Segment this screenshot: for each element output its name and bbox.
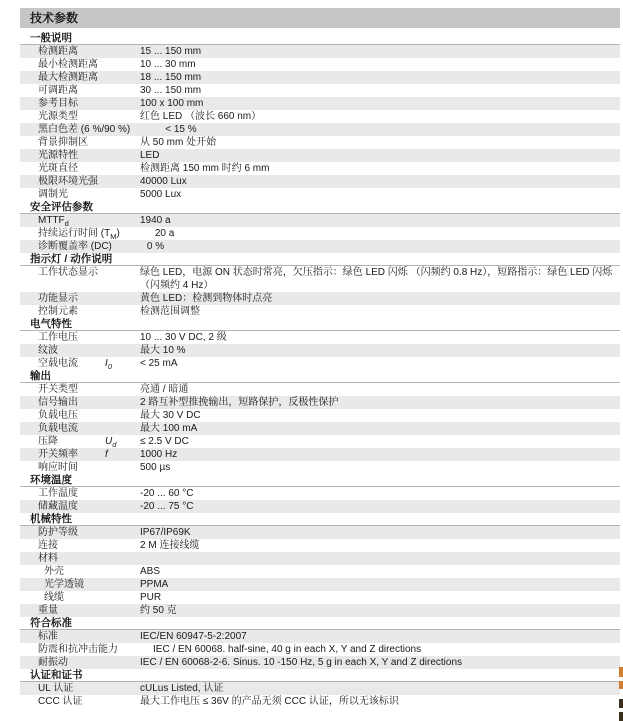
spec-value: cULus Listed, 认证: [140, 683, 224, 694]
spec-row: [20, 214, 620, 227]
spec-row: [20, 71, 620, 84]
spec-value: 1000 Hz: [140, 449, 178, 460]
spec-label: 极限环境光强: [38, 176, 98, 187]
edge-artifact-block: [619, 667, 623, 677]
spec-value: 5000 Lux: [140, 189, 182, 200]
spec-row: [20, 227, 620, 240]
section-header: 机械特性: [20, 513, 620, 526]
spec-value: 0 %: [146, 241, 165, 252]
spec-value: 最大 100 mA: [140, 423, 198, 434]
section-header: 安全评估参数: [20, 201, 620, 214]
spec-label: $MTTF_d$: [38, 215, 69, 228]
spec-value: 18 ... 150 mm: [140, 72, 202, 83]
spec-label: 线缆: [44, 592, 64, 603]
edge-artifact-block: [619, 699, 623, 708]
spec-value: ≤ 2.5 V DC: [140, 436, 189, 447]
spec-label: 光源特性: [38, 150, 78, 161]
spec-value: 40000 Lux: [140, 176, 187, 187]
spec-label: 压降: [38, 436, 58, 447]
spec-value: ABS: [140, 566, 161, 577]
spec-value: 黄色 LED：检测到物体时点亮: [140, 293, 273, 304]
spec-row: [20, 331, 620, 344]
edge-artifact-block: [619, 681, 623, 689]
spec-label: 调制光: [38, 189, 68, 200]
spec-row: [20, 643, 620, 656]
spec-label: 外壳: [44, 566, 64, 577]
spec-row: [20, 240, 620, 253]
spec-row: [20, 188, 620, 201]
spec-row: [20, 539, 620, 552]
section-header: 一般说明: [20, 32, 620, 45]
spec-value: 10 ... 30 V DC, 2 级: [140, 332, 227, 343]
spec-label: 光斑直径: [38, 163, 78, 174]
spec-row: [20, 552, 620, 565]
spec-label: 持续运行时间 $(T_M)$: [38, 228, 120, 241]
spec-value: PPMA: [140, 579, 169, 590]
spec-row: [20, 487, 620, 500]
spec-label: 光源类型: [38, 111, 78, 122]
spec-value: 30 ... 150 mm: [140, 85, 202, 96]
spec-row: [20, 110, 620, 123]
spec-row: [20, 305, 620, 318]
spec-table: [20, 32, 620, 708]
spec-value: < 15 %: [165, 124, 197, 135]
spec-row: [20, 695, 620, 708]
spec-value: IEC / EN 60068-2-6. Sinus. 10 -150 Hz, 5 g in each X, Y and Z directions: [140, 657, 463, 668]
spec-value: -20 ... 75 °C: [140, 501, 194, 512]
spec-row: [20, 175, 620, 188]
spec-value: IEC / EN 60068. half-sine, 40 g in each X, Y and Z directions: [153, 644, 422, 655]
spec-label: 信号输出: [38, 397, 78, 408]
spec-row: [20, 500, 620, 513]
datasheet-page: [20, 8, 620, 708]
section-header: 指示灯 / 动作说明: [20, 253, 620, 266]
spec-label: 储藏温度: [38, 501, 78, 512]
spec-symbol: $U_d$: [105, 436, 117, 449]
spec-value: 从 50 mm 处开始: [140, 137, 217, 148]
spec-label: 材料: [38, 553, 58, 564]
spec-row: [20, 591, 620, 604]
spec-label: 工作状态显示: [38, 267, 98, 278]
spec-row: [20, 58, 620, 71]
spec-value: PUR: [140, 592, 162, 603]
spec-row: [20, 409, 620, 422]
spec-row: [20, 422, 620, 435]
spec-row: [20, 383, 620, 396]
spec-label: 工作电压: [38, 332, 78, 343]
spec-label: 标准: [38, 631, 58, 642]
spec-value: 500 µs: [140, 462, 171, 473]
spec-value: 2 M 连接线缆: [140, 540, 200, 551]
spec-value: 1940 a: [140, 215, 171, 226]
spec-row: [20, 526, 620, 539]
section-header: 电气特性: [20, 318, 620, 331]
spec-label: 最大检测距离: [38, 72, 98, 83]
spec-value: 2 路互补型推挽输出，短路保护，反极性保护: [140, 397, 339, 408]
spec-label: 检测距离: [38, 46, 78, 57]
spec-row: [20, 396, 620, 409]
spec-row: [20, 682, 620, 695]
spec-row: [20, 435, 620, 448]
spec-value: 最大 10 %: [140, 345, 186, 356]
spec-value: 亮通 / 暗通: [140, 384, 189, 395]
spec-value: 10 ... 30 mm: [140, 59, 196, 70]
spec-row: [20, 162, 620, 175]
spec-label: 诊断覆盖率 (DC): [38, 241, 112, 252]
spec-value: IP67/IP69K: [140, 527, 191, 538]
spec-label: 负载电压: [38, 410, 78, 421]
spec-symbol: $I_0$: [105, 358, 112, 371]
spec-row: [20, 266, 620, 292]
spec-label: 耐振动: [38, 657, 68, 668]
spec-label: 功能显示: [38, 293, 78, 304]
spec-row: [20, 630, 620, 643]
spec-value: -20 ... 60 °C: [140, 488, 194, 499]
spec-label: 连接: [38, 540, 58, 551]
spec-row: [20, 448, 620, 461]
spec-symbol: f: [105, 449, 108, 460]
spec-label: 防护等级: [38, 527, 78, 538]
section-header: 环境温度: [20, 474, 620, 487]
section-header: 认证和证书: [20, 669, 620, 682]
spec-label: 防震和抗冲击能力: [38, 644, 118, 655]
spec-value: 约 50 克: [140, 605, 177, 616]
spec-value: < 25 mA: [140, 358, 178, 369]
spec-row: [20, 123, 620, 136]
spec-value: 红色 LED （波长 660 nm）: [140, 111, 262, 122]
spec-row: [20, 565, 620, 578]
spec-row: [20, 344, 620, 357]
spec-label: 响应时间: [38, 462, 78, 473]
spec-value: 15 ... 150 mm: [140, 46, 202, 57]
edge-artifact-block: [619, 712, 623, 721]
spec-label: UL 认证: [38, 683, 74, 694]
section-header: 输出: [20, 370, 620, 383]
spec-value: IEC/EN 60947-5-2:2007: [140, 631, 247, 642]
spec-label: 背景抑制区: [38, 137, 88, 148]
spec-label: 工作温度: [38, 488, 78, 499]
spec-label: 黑白色差 (6 %/90 %): [38, 124, 131, 135]
spec-row: [20, 292, 620, 305]
spec-label: 空载电流: [38, 358, 78, 369]
page-title: 技术参数: [20, 8, 620, 28]
spec-row: [20, 97, 620, 110]
spec-label: 负载电流: [38, 423, 78, 434]
spec-label: 参考目标: [38, 98, 78, 109]
spec-label: 控制元素: [38, 306, 78, 317]
spec-value: 最大工作电压 ≤ 36V 的产品无须 CCC 认证，所以无该标识: [140, 696, 399, 707]
spec-label: 可调距离: [38, 85, 78, 96]
spec-row: [20, 461, 620, 474]
spec-row: [20, 84, 620, 97]
spec-value: 检测距离 150 mm 时约 6 mm: [140, 163, 270, 174]
spec-value: 绿色 LED，电源 ON 状态时常亮，欠压指示：绿色 LED 闪烁 （闪频约 0.8 Hz），短路指示：绿色 LED 闪烁 （闪频约 4 Hz）: [140, 267, 613, 291]
spec-row: [20, 604, 620, 617]
spec-row: [20, 45, 620, 58]
spec-label: 开关类型: [38, 384, 78, 395]
spec-row: [20, 656, 620, 669]
spec-value: 100 x 100 mm: [140, 98, 204, 109]
spec-label: 最小检测距离: [38, 59, 98, 70]
spec-label: CCC 认证: [38, 696, 83, 707]
spec-label: 纹波: [38, 345, 58, 356]
spec-label: 光学透镜: [44, 579, 84, 590]
spec-row: [20, 357, 620, 370]
spec-label: 开关频率: [38, 449, 78, 460]
spec-value: LED: [140, 150, 160, 161]
spec-value: 检测范围调整: [140, 306, 200, 317]
spec-label: 重量: [38, 605, 58, 616]
spec-value: 20 a: [154, 228, 175, 239]
section-header: 符合标准: [20, 617, 620, 630]
spec-row: [20, 136, 620, 149]
spec-row: [20, 578, 620, 591]
spec-value: 最大 30 V DC: [140, 410, 201, 421]
page-edge-artifact: [619, 667, 623, 721]
spec-row: [20, 149, 620, 162]
